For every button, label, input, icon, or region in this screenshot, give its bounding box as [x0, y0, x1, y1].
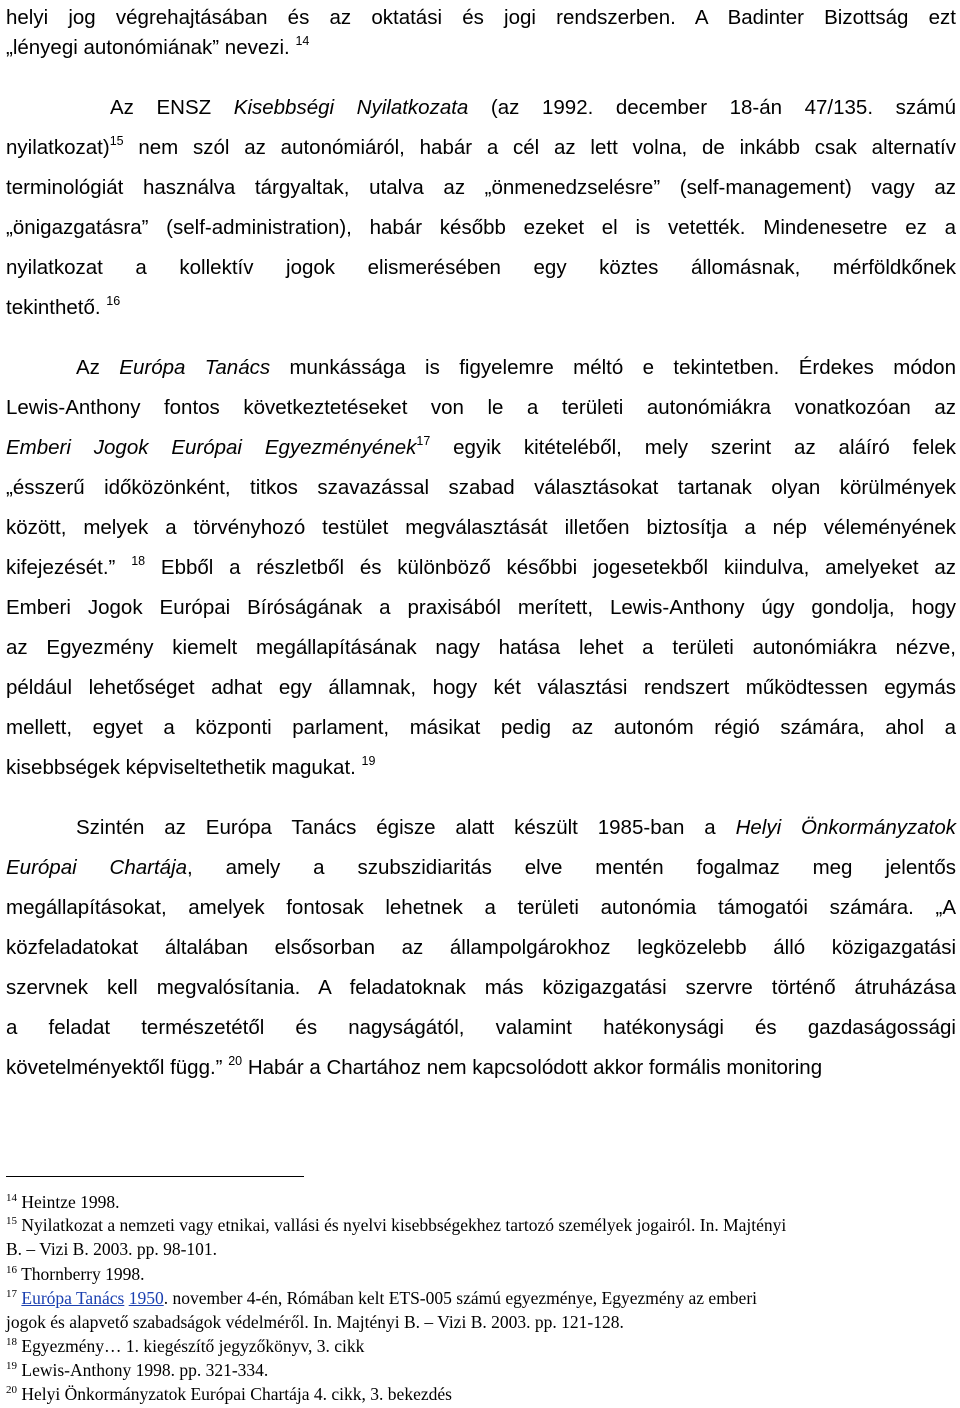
text-span: „lényegi autonómiának” nevezi.: [6, 36, 290, 59]
text-span: Lewis-Anthony fontos következtetéseket von le a területi autonómiákra vonatkozóan az: [6, 396, 956, 419]
text-line: [6, 388, 956, 428]
text-span: tekinthető.: [6, 296, 101, 319]
footnote-ref: 16: [106, 294, 121, 308]
footnote-ref: 20: [228, 1054, 243, 1068]
text-line: [6, 28, 956, 68]
footnote-number: 17: [6, 1288, 17, 1300]
footnote-number: 16: [6, 1264, 17, 1276]
footnote-number: 18: [6, 1336, 17, 1348]
footnote: [6, 1334, 956, 1358]
footnote-ref: 14: [295, 34, 310, 48]
text-line: [6, 708, 956, 748]
text-span: kisebbségek képviseltethetik magukat.: [6, 756, 356, 779]
footnote: [6, 1382, 956, 1406]
text-span: terminológiát használva tárgyaltak, utalva az „önmenedzselésre” (self-management) vagy az: [6, 176, 956, 199]
footnote: [6, 1190, 956, 1214]
footnote-text: Thornberry 1998.: [21, 1264, 145, 1284]
footnote: [6, 1286, 956, 1310]
footnote-number: 20: [6, 1384, 17, 1396]
text-line: [6, 748, 956, 788]
footnote: [6, 1310, 956, 1334]
text-line: [6, 848, 956, 888]
text-line: [6, 888, 956, 928]
text-span: például lehetőséget adhat egy államnak, hogy két választási rendszert működtessen egymás: [6, 676, 956, 699]
italic-title: Emberi Jogok Európai Egyezményének: [6, 436, 417, 459]
text-span: Szintén az Európa Tanács égisze alatt készült 1985-ban a: [76, 816, 716, 839]
text-span: megállapításokat, amelyek fontosak lehetnek a területi autonómia támogatói számára. „A: [6, 896, 956, 919]
footnote-text: Nyilatkozat a nemzeti vagy etnikai, vallási és nyelvi kisebbségekhez tartozó személyek jogairól. In. Majtényi: [21, 1215, 787, 1235]
text-line: [6, 128, 956, 168]
text-span: közfeladatokat általában elsősorban az állampolgárokhoz legközelebb álló közigazgatási: [6, 936, 956, 959]
text-line: [6, 1048, 956, 1088]
text-line: [6, 928, 956, 968]
text-line: [6, 548, 956, 588]
footnote-ref: 17: [416, 434, 431, 448]
footnote-text: Helyi Önkormányzatok Európai Chartája 4. cikk, 3. bekezdés: [21, 1384, 452, 1404]
footnote-link-europa-tanacs[interactable]: Európa Tanács: [21, 1288, 125, 1308]
footnote-text: Heintze 1998.: [21, 1192, 120, 1212]
footnote-text: Egyezmény… 1. kiegészítő jegyzőkönyv, 3. cikk: [21, 1336, 365, 1356]
text-line: [110, 88, 956, 128]
text-line: [76, 348, 956, 388]
text-span: Ebből a részletből és különböző későbbi jogesetekből kiindulva, amelyeket az: [160, 556, 956, 579]
text-span: között, melyek a törvényhozó testület megválasztását illetően biztosítja a nép véleményének: [6, 516, 956, 539]
italic-title: Európa Tanács: [119, 356, 271, 379]
text-span: (az 1992. december 18-án 47/135. számú: [490, 96, 956, 119]
text-line: [6, 588, 956, 628]
footnote-text: Lewis-Anthony 1998. pp. 321-334.: [21, 1360, 269, 1380]
text-span: helyi jog végrehajtásában és az oktatási és jogi rendszerben. A Badinter Bizottság ezt: [6, 6, 956, 29]
italic-title: Kisebbségi Nyilatkozata: [233, 96, 469, 119]
text-span: nyilatkozat): [6, 136, 110, 159]
footnote-ref: 18: [131, 554, 146, 568]
text-span: Az: [76, 356, 100, 379]
footnote: [6, 1358, 956, 1382]
text-span: az Egyezmény kiemelt megállapításának nagy hatása lehet a területi autonómiákra nézve,: [6, 636, 956, 659]
text-span: Az ENSZ: [110, 96, 212, 119]
footnote-text: B. – Vizi B. 2003. pp. 98-101.: [6, 1239, 218, 1259]
footnote-text: . november 4-én, Rómában kelt ETS-005 számú egyezménye, Egyezmény az emberi: [163, 1288, 758, 1308]
footnote-number: 14: [6, 1192, 17, 1204]
footnote: [6, 1213, 956, 1237]
footnote-ref: 15: [109, 134, 124, 148]
text-line: [6, 428, 956, 468]
text-span: szervnek kell megvalósítania. A feladatoknak más közigazgatási szervre történő átruházása: [6, 976, 956, 999]
text-line: [6, 468, 956, 508]
text-span: , amely a szubszidiaritás elve mentén fogalmaz meg jelentős: [187, 856, 956, 879]
footnote: [6, 1262, 956, 1286]
text-line: [6, 208, 956, 248]
text-span: munkássága is figyelemre méltó e tekintetben. Érdekes módon: [289, 356, 956, 379]
text-span: „önigazgatásra” (self-administration), habár később ezeket el is vetették. Mindenesetre ez a: [6, 216, 956, 239]
text-line: [6, 668, 956, 708]
footnote-separator: [6, 1176, 304, 1177]
footnote-text: jogok és alapvető szabadságok védelméről. In. Majtényi B. – Vizi B. 2003. pp. 121-128.: [6, 1312, 624, 1332]
text-span: kifejezését.”: [6, 556, 116, 579]
text-span: a feladat természetétől és nagyságától, valamint hatékonysági és gazdaságossági: [6, 1016, 956, 1039]
italic-title: Európai Chartája: [6, 856, 188, 879]
text-line: [6, 968, 956, 1008]
text-line: [6, 1008, 956, 1048]
text-span: egyik kitételéből, mely szerint az aláíró felek: [453, 436, 956, 459]
text-span: követelményektől függ.”: [6, 1056, 223, 1079]
text-span: mellett, egyet a központi parlament, másikat pedig az autonóm régió számára, ahol a: [6, 716, 956, 739]
text-line: [76, 808, 956, 848]
text-line: [6, 508, 956, 548]
text-line: [6, 628, 956, 668]
text-span: Habár a Chartához nem kapcsolódott akkor formális monitoring: [247, 1056, 823, 1079]
text-line: [6, 248, 956, 288]
footnote-link-1950[interactable]: 1950: [128, 1288, 164, 1308]
footnote: [6, 1237, 956, 1261]
text-line: [6, 288, 956, 328]
italic-title: Helyi Önkormányzatok: [735, 816, 957, 839]
text-span: „ésszerű időközönként, titkos szavazással szabad választásokat tartanak olyan körülmények: [6, 476, 956, 499]
text-line: [6, 168, 956, 208]
footnote-number: 19: [6, 1360, 17, 1372]
footnote-ref: 19: [361, 754, 376, 768]
footnote-number: 15: [6, 1215, 17, 1227]
text-span: nem szól az autonómiáról, habár a cél az lett volna, de inkább csak alternatív: [138, 136, 956, 159]
text-span: Emberi Jogok Európai Bíróságának a praxisából merített, Lewis-Anthony úgy gondolja, hogy: [6, 596, 956, 619]
text-span: nyilatkozat a kollektív jogok elismerésében egy köztes állomásnak, mérföldkőnek: [6, 256, 956, 279]
